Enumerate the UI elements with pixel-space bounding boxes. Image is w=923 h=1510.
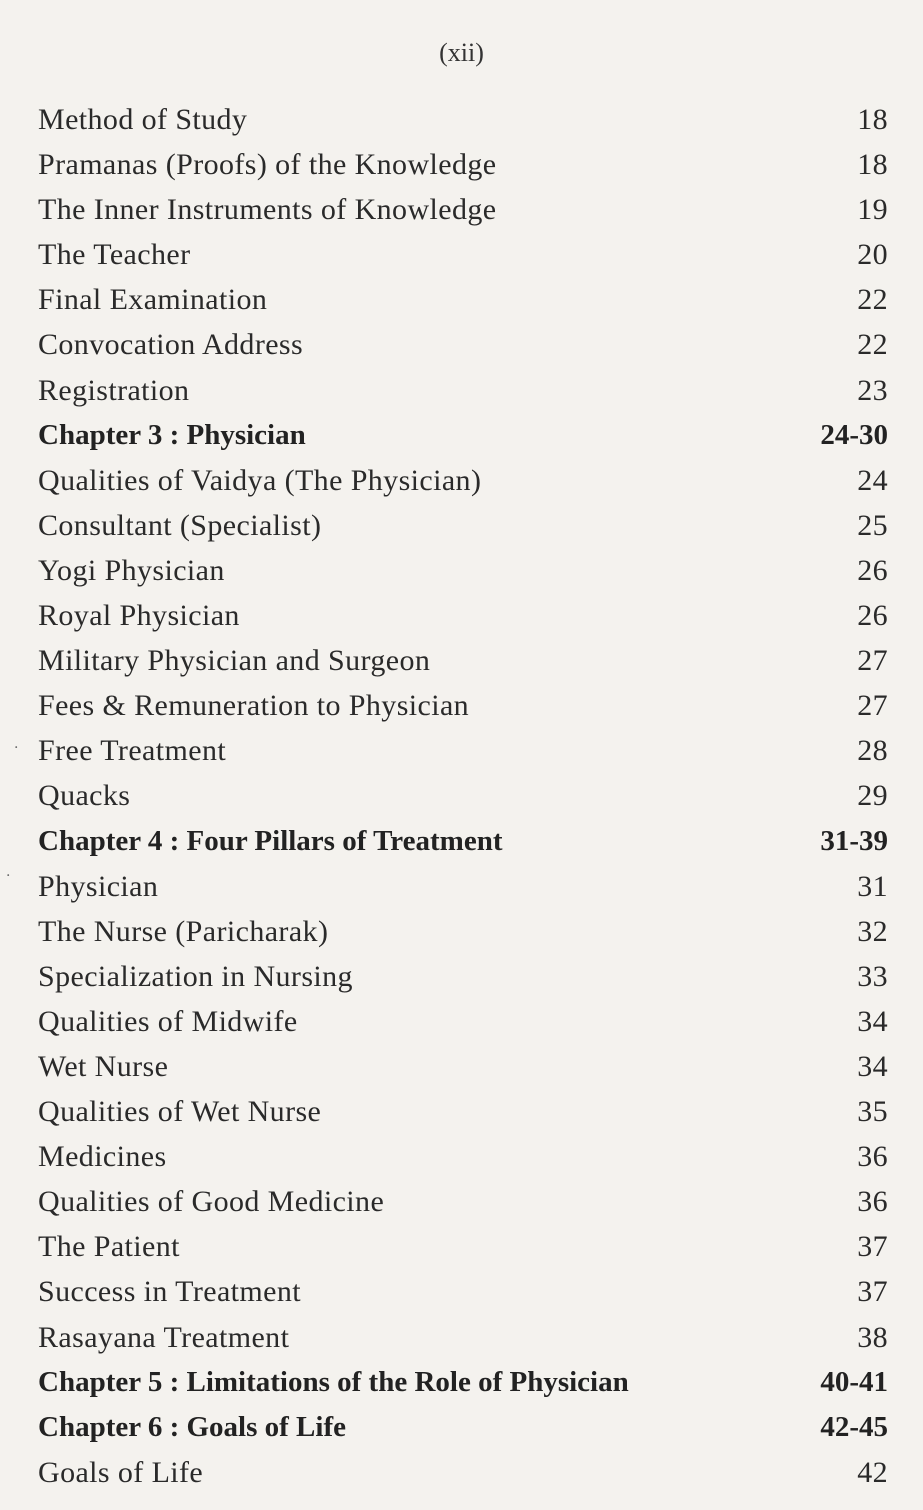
entry-title: Convocation Address (38, 328, 304, 362)
entry-title: The Inner Instruments of Knowledge (38, 193, 497, 227)
entry-page-number: 26 (857, 553, 888, 587)
toc-entry-row (38, 238, 888, 283)
toc-entry-row (38, 689, 888, 734)
entry-title: Qualities of Good Medicine (38, 1185, 385, 1219)
toc-entry-row (38, 1456, 888, 1501)
entry-title: Goals of Life (38, 1455, 204, 1489)
toc-entry-row (38, 103, 888, 148)
entry-page-number: 37 (857, 1275, 888, 1309)
toc-entry-row (38, 1050, 888, 1095)
toc-chapter-row (38, 1411, 888, 1456)
toc-entry-row (38, 870, 888, 915)
entry-page-number: 33 (857, 959, 888, 993)
entry-page-number: 42 (857, 1455, 888, 1489)
toc-entry-row (38, 193, 888, 238)
entry-title: Yogi Physician (38, 553, 225, 587)
entry-page-number: 19 (857, 193, 888, 227)
entry-title: Qualities of Wet Nurse (38, 1095, 322, 1129)
entry-title: The Nurse (Paricharak) (38, 914, 329, 948)
entry-page-number: 24 (857, 463, 888, 497)
entry-title: Military Physician and Surgeon (38, 644, 431, 678)
entry-title: Wet Nurse (38, 1049, 169, 1083)
chapter-page-range: 24-30 (820, 418, 888, 451)
entry-page-number: 18 (857, 148, 888, 182)
toc-entry-row (38, 554, 888, 599)
toc-entry-row (38, 328, 888, 373)
entry-title: Qualities of Midwife (38, 1004, 298, 1038)
toc-entry-row (38, 1095, 888, 1140)
entry-page-number: 26 (857, 599, 888, 633)
entry-page-number: 28 (857, 734, 888, 768)
toc-entry-row (38, 1275, 888, 1320)
toc-entry-row (38, 1185, 888, 1230)
entry-page-number: 36 (857, 1185, 888, 1219)
entry-title: Qualities of Vaidya (The Physician) (38, 463, 482, 497)
toc-entry-row (38, 1140, 888, 1185)
entry-page-number: 22 (857, 283, 888, 317)
chapter-page-range: 40-41 (820, 1365, 888, 1398)
toc-entry-row (38, 779, 888, 824)
entry-title: Quacks (38, 779, 131, 813)
entry-page-number: 34 (857, 1004, 888, 1038)
scan-speck: · (6, 868, 11, 884)
entry-title: The Patient (38, 1230, 180, 1264)
chapter-title: Chapter 4 : Four Pillars of Treatment (38, 824, 503, 857)
toc-entry-row (38, 644, 888, 689)
entry-page-number: 18 (857, 103, 888, 136)
toc-entry-row (38, 1321, 888, 1366)
entry-page-number: 23 (857, 373, 888, 407)
entry-title: Consultant (Specialist) (38, 508, 322, 542)
chapter-title: Chapter 6 : Goals of Life (38, 1410, 346, 1443)
entry-page-number: 29 (857, 779, 888, 813)
chapter-page-range: 31-39 (820, 824, 888, 857)
entry-title: Final Examination (38, 283, 268, 317)
entry-title: Rasayana Treatment (38, 1320, 290, 1354)
entry-title: Physician (38, 869, 159, 903)
entry-page-number: 35 (857, 1095, 888, 1129)
entry-page-number: 25 (857, 508, 888, 542)
entry-title: Pramanas (Proofs) of the Knowledge (38, 148, 497, 182)
entry-page-number: 20 (857, 238, 888, 272)
entry-title: Specialization in Nursing (38, 959, 353, 993)
toc-chapter-row (38, 825, 888, 870)
toc-chapter-row (38, 1366, 888, 1411)
entry-page-number: 22 (857, 328, 888, 362)
scan-speck: · (14, 740, 19, 756)
entry-page-number: 32 (857, 914, 888, 948)
entry-title: Free Treatment (38, 734, 227, 768)
entry-page-number: 34 (857, 1049, 888, 1083)
entry-page-number: 36 (857, 1140, 888, 1174)
entry-title: Method of Study (38, 103, 248, 136)
entry-title: The Teacher (38, 238, 191, 272)
entry-title: Medicines (38, 1140, 167, 1174)
entry-page-number: 27 (857, 689, 888, 723)
chapter-page-range: 42-45 (820, 1410, 888, 1443)
entry-page-number: 31 (857, 869, 888, 903)
toc-entry-row (38, 283, 888, 328)
entry-title: Royal Physician (38, 599, 240, 633)
entry-page-number: 38 (857, 1320, 888, 1354)
chapter-title: Chapter 5 : Limitations of the Role of Physician (38, 1365, 629, 1398)
entry-page-number: 27 (857, 644, 888, 678)
toc-entry-row (38, 464, 888, 509)
chapter-title: Chapter 3 : Physician (38, 418, 306, 451)
entry-title: Registration (38, 373, 190, 407)
toc-entry-row (38, 915, 888, 960)
toc-entry-row (38, 599, 888, 644)
entry-page-number: 37 (857, 1230, 888, 1264)
toc-entry-row (38, 1230, 888, 1275)
toc-entry-row (38, 374, 888, 419)
toc-entry-row (38, 509, 888, 554)
table-of-contents (38, 103, 888, 1501)
toc-entry-row (38, 148, 888, 193)
toc-chapter-row (38, 419, 888, 464)
entry-title: Fees & Remuneration to Physician (38, 689, 470, 723)
toc-entry-row (38, 1005, 888, 1050)
entry-title: Success in Treatment (38, 1275, 301, 1309)
toc-entry-row (38, 734, 888, 779)
page-number: (xii) (439, 38, 484, 67)
toc-entry-row (38, 960, 888, 1005)
